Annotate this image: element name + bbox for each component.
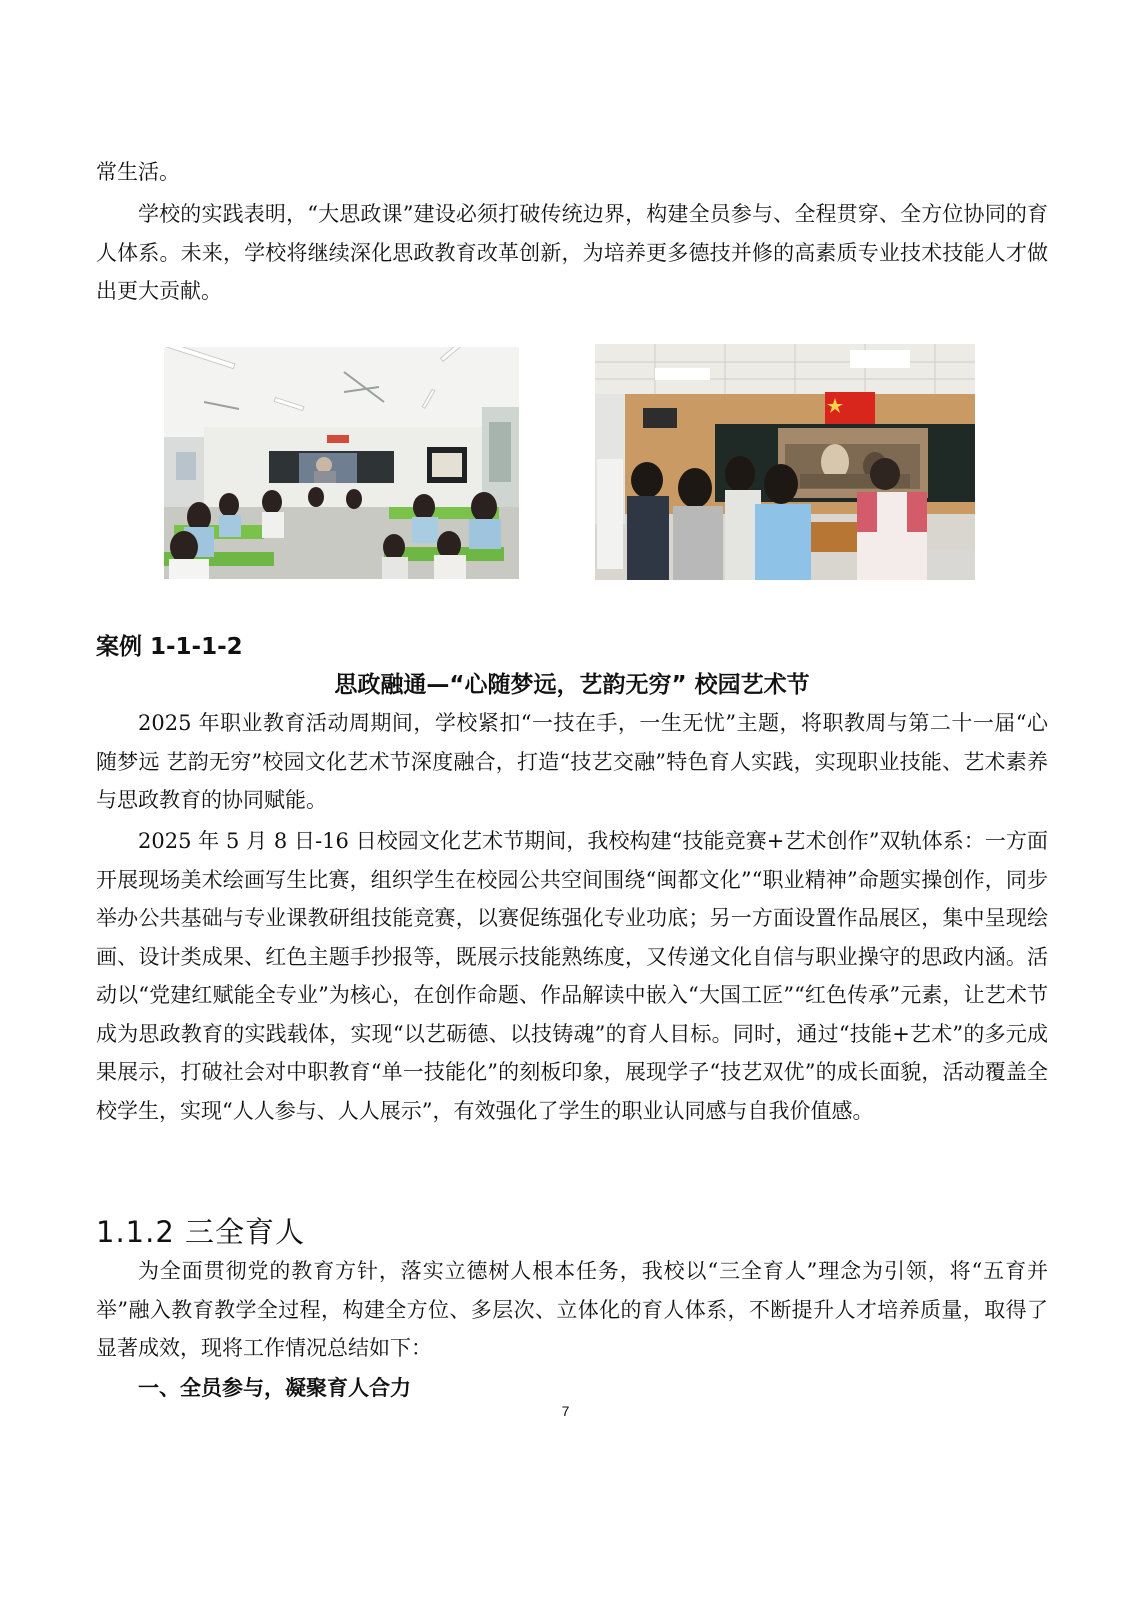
classroom-photo-left <box>164 347 519 579</box>
classroom-photo-right <box>595 344 975 580</box>
case-label: 案例 1-1-1-2 <box>96 634 243 660</box>
case-title: 思政融通—“心随梦远，艺韵无穷” 校园艺术节 <box>334 672 810 698</box>
paragraph-three-all-education: 为全面贯彻党的教育方针，落实立德树人根本任务，我校以“三全育人”理念为引领，将“五育并举”融入教育教学全过程，构建全方位、多层次、立体化的育人体系，不断提升人才培养质量，取得了显著成效，现将工作情况总结如下： <box>96 1259 1048 1360</box>
paragraph-vocational-week: 2025 年职业教育活动周期间，学校紧扣“一技在手，一生无忧”主题，将职教周与第二十一届“心随梦远 艺韵无穷”校园文化艺术节深度融合，打造“技艺交融”特色育人实践，实现职业技能、艺术素养与思政教育的协同赋能。 <box>96 711 1048 812</box>
page-number: 7 <box>561 1403 570 1419</box>
subsection-heading: 一、全员参与，凝聚育人合力 <box>138 1376 411 1400</box>
paragraph-practice-summary: 学校的实践表明，“大思政课”建设必须打破传统边界，构建全员参与、全程贯穿、全方位协同的育人体系。未来，学校将继续深化思政教育改革创新，为培养更多德技并修的高素质专业技术技能人才做出更大贡献。 <box>96 202 1048 303</box>
section-heading: 1.1.2 三全育人 <box>96 1215 306 1249</box>
paragraph-art-festival: 2025 年 5 月 8 日-16 日校园文化艺术节期间，我校构建“技能竞赛+艺术创作”双轨体系：一方面开展现场美术绘画写生比赛，组织学生在校园公共空间围绕“闽都文化”“职业精神”命题实操创作，同步举办公共基础与专业课教研组技能竞赛，以赛促练强化专业功底；另一方面设置作品展区，集中呈现绘画、设计类成果、红色主题手抄报等，既展示技能熟练度，又传递文化自信与职业操守的思政内涵。活动以“党建红赋能全专业”为核心，在创作命题、作品解读中嵌入“大国工匠”“红色传承”元素，让艺术节成为思政教育的实践载体，实现“以艺砺德、以技铸魂”的育人目标。同时，通过“技能+艺术”的多元成果展示，打破社会对中职教育“单一技能化”的刻板印象，展现学子“技艺双优”的成长面貌，活动覆盖全校学生，实现“人人参与、人人展示”，有效强化了学生的职业认同感与自我价值感。 <box>96 829 1048 1123</box>
paragraph-continuation: 常生活。 <box>96 160 180 184</box>
